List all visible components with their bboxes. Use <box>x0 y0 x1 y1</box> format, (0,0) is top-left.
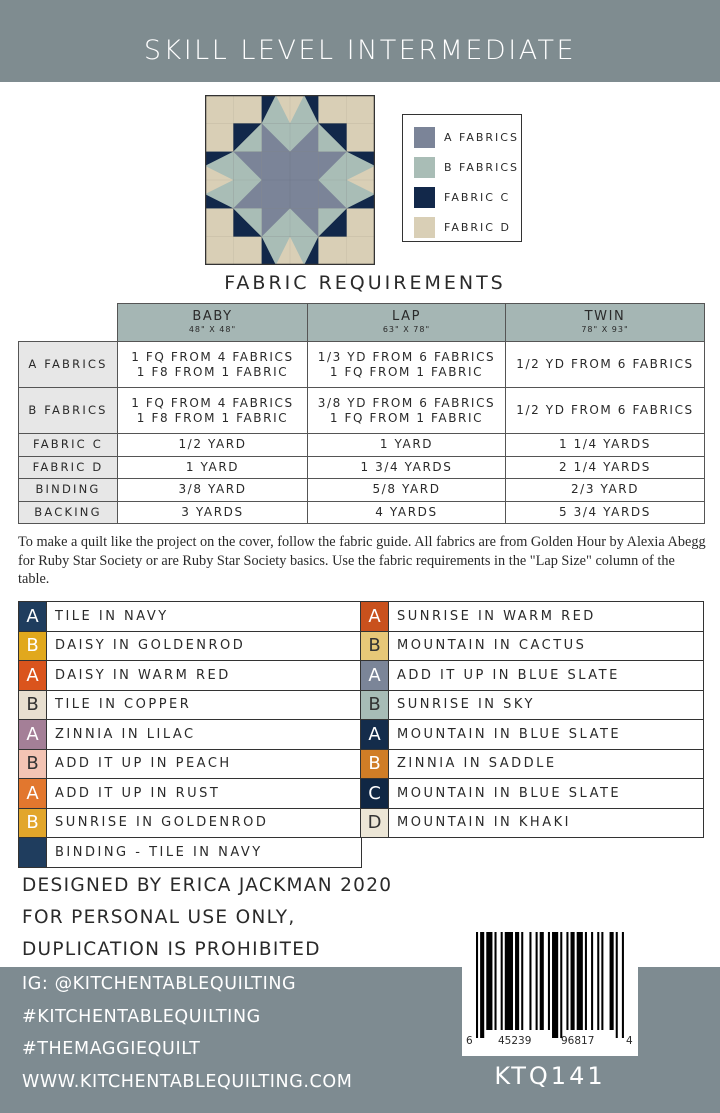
barcode-bar <box>529 932 531 1030</box>
cell-line: 1 YARD <box>379 437 434 452</box>
table-cell <box>308 456 506 479</box>
size-dimensions: 48" X 48" <box>188 324 237 334</box>
column-header-twin <box>506 304 705 342</box>
barcode-bar <box>566 932 568 1030</box>
row-label: BINDING <box>19 479 118 502</box>
barcode-bar <box>591 932 593 1030</box>
quilt-block-diagram <box>205 95 375 265</box>
legend-label: FABRIC C <box>444 190 511 204</box>
table-row <box>19 342 705 388</box>
fabric-list-item <box>19 661 361 691</box>
legend-item <box>414 152 521 182</box>
fabric-code: B <box>368 694 381 716</box>
fabric-name: ZINNIA IN LILAC <box>55 726 196 742</box>
barcode-bar <box>494 932 496 1030</box>
legend-label: A FABRICS <box>444 130 519 144</box>
cell-line: 2/3 YARD <box>570 482 640 497</box>
cell-line: 5/8 YARD <box>372 482 441 497</box>
fabric-list-item <box>19 750 361 780</box>
cell-line: 1 F8 FROM 1 FABRIC <box>136 410 289 425</box>
fabric-name: MOUNTAIN IN KHAKI <box>397 815 571 831</box>
table-cell <box>118 434 308 457</box>
table-cell <box>118 456 308 479</box>
table-cell <box>308 434 506 457</box>
table-cell <box>308 388 506 434</box>
legend-swatch <box>414 127 435 148</box>
fabric-code: A <box>26 664 39 686</box>
size-dimensions: 63" X 78" <box>382 324 431 334</box>
fabric-name: BINDING - TILE IN NAVY <box>55 844 263 860</box>
fabric-swatch <box>19 661 47 690</box>
legend-item <box>414 212 521 242</box>
fabric-legend <box>402 114 522 242</box>
barcode-bar <box>480 932 484 1038</box>
fabric-name: MOUNTAIN IN BLUE SLATE <box>397 785 622 801</box>
fabric-list-item <box>361 691 703 721</box>
barcode-bar <box>597 932 599 1030</box>
barcode-bar <box>571 932 575 1030</box>
fabric-list-item <box>19 691 361 721</box>
cell-line: 1/3 YD FROM 6 FABRICS <box>317 349 496 364</box>
cell-line: 1 3/4 YARDS <box>360 459 453 474</box>
legend-swatch <box>414 157 435 178</box>
cell-line: 3/8 YARD <box>178 482 247 497</box>
fabric-code: B <box>26 753 39 775</box>
legend-item <box>414 122 521 152</box>
fabric-name: SUNRISE IN SKY <box>397 697 535 713</box>
barcode-bar <box>501 932 503 1030</box>
cell-line: 1/2 YARD <box>178 437 247 452</box>
barcode-bar <box>505 932 513 1030</box>
fabric-name: ADD IT UP IN RUST <box>55 785 221 801</box>
fabric-name: TILE IN COPPER <box>55 697 192 713</box>
duplication-note: DUPLICATION IS PROHIBITED <box>22 939 321 960</box>
fabric-guide-paragraph: To make a quilt like the project on the cover, follow the fabric guide. All fabrics are from Golden Hour by Alexia Abegg for Ruby Star Society or are Ruby Star Society basics. Use the fabric requirements in the "Lap Size" column of the table. <box>18 534 706 587</box>
cell-line: 4 YARDS <box>375 504 438 519</box>
cell-line: 3 YARDS <box>181 504 244 519</box>
legend-label: B FABRICS <box>444 160 519 174</box>
table-cell <box>118 479 308 502</box>
size-dimensions: 78" X 93" <box>581 324 629 334</box>
fabric-code: A <box>26 782 39 804</box>
cell-line: 3/8 YD FROM 6 FABRICS <box>317 395 496 410</box>
barcode-bar <box>486 932 492 1030</box>
fabric-swatch <box>19 632 47 661</box>
fabric-swatch <box>361 691 389 720</box>
barcode-bar <box>536 932 538 1030</box>
barcode-bar <box>610 932 614 1030</box>
fabric-code: A <box>368 664 381 686</box>
barcode-bar <box>521 932 523 1030</box>
table-cell <box>308 479 506 502</box>
cell-line: 1 FQ FROM 4 FABRICS <box>131 349 294 364</box>
hashtag-kitchentablequilting: #KITCHENTABLEQUILTING <box>22 1007 261 1027</box>
barcode-bar <box>577 932 583 1030</box>
row-label: A FABRICS <box>19 342 118 388</box>
barcode-bar <box>515 932 519 1030</box>
column-header-baby <box>118 304 308 342</box>
fabric-swatch <box>361 720 389 749</box>
skill-level-header: SKILL LEVEL INTERMEDIATE <box>0 0 720 82</box>
cell-line: 5 3/4 YARDS <box>559 504 651 519</box>
fabric-name: DAISY IN GOLDENROD <box>55 638 246 654</box>
cell-line: 1 F8 FROM 1 FABRIC <box>136 364 289 379</box>
table-cell <box>118 388 308 434</box>
fabric-list-item <box>19 838 361 868</box>
fabric-swatch <box>19 750 47 779</box>
barcode-bar <box>622 932 624 1038</box>
cell-line: 1 FQ FROM 4 FABRICS <box>131 395 294 410</box>
barcode-bars <box>476 932 626 1044</box>
fabric-name: MOUNTAIN IN BLUE SLATE <box>397 726 622 742</box>
pattern-sku: KTQ141 <box>494 1062 606 1090</box>
fabric-swatch <box>361 779 389 808</box>
fabric-code: C <box>368 782 381 804</box>
barcode-bar <box>601 932 603 1030</box>
fabric-swatch <box>19 691 47 720</box>
fabric-list-item <box>19 632 361 662</box>
fabric-list-item <box>361 779 703 809</box>
fabric-list-left <box>18 601 362 868</box>
fabric-name: ZINNIA IN SADDLE <box>397 756 557 772</box>
fabric-list-item <box>19 720 361 750</box>
cell-line: 1 YARD <box>185 459 240 474</box>
fabric-code: B <box>26 635 39 657</box>
cell-line: 2 1/4 YARDS <box>559 459 651 474</box>
fabric-code: D <box>367 812 382 834</box>
table-cell <box>308 501 506 524</box>
fabric-list-item <box>361 602 703 632</box>
fabric-name: DAISY IN WARM RED <box>55 667 231 683</box>
table-cell <box>506 434 705 457</box>
fabric-code: A <box>26 723 39 745</box>
size-name: BABY <box>192 308 233 324</box>
fabric-swatch <box>361 750 389 779</box>
barcode-bar <box>548 932 550 1030</box>
size-name: LAP <box>391 308 422 324</box>
table-cell <box>506 388 705 434</box>
fabric-name: ADD IT UP IN BLUE SLATE <box>397 667 620 683</box>
fabric-swatch <box>19 838 47 867</box>
fabric-code: B <box>368 753 381 775</box>
fabric-swatch <box>19 720 47 749</box>
cell-line: 1 FQ FROM 1 FABRIC <box>329 364 484 379</box>
instagram-handle: IG: @KITCHENTABLEQUILTING <box>22 974 297 994</box>
fabric-swatch <box>19 809 47 838</box>
table-cell <box>506 501 705 524</box>
website-link[interactable]: WWW.KITCHENTABLEQUILTING.COM <box>22 1072 353 1092</box>
fabric-swatch <box>361 632 389 661</box>
fabric-name: SUNRISE IN WARM RED <box>397 608 596 624</box>
fabric-list-right <box>360 601 704 838</box>
table-cell <box>506 456 705 479</box>
table-row <box>19 479 705 502</box>
fabric-swatch <box>361 809 389 838</box>
fabric-code: A <box>368 723 381 745</box>
barcode-bar <box>616 932 618 1038</box>
fabric-list-item <box>361 720 703 750</box>
fabric-code: B <box>26 812 39 834</box>
fabric-name: MOUNTAIN IN CACTUS <box>397 638 587 654</box>
table-cell <box>118 342 308 388</box>
fabric-requirements-title: FABRIC REQUIREMENTS <box>224 272 506 294</box>
table-cell <box>308 342 506 388</box>
legend-item <box>414 182 521 212</box>
fabric-list-item <box>19 602 361 632</box>
cell-line: 1 FQ FROM 1 FABRIC <box>329 410 484 425</box>
fabric-swatch <box>361 602 389 631</box>
legend-swatch <box>414 187 435 208</box>
cell-line: 1 1/4 YARDS <box>559 437 651 452</box>
barcode-bar <box>476 932 478 1038</box>
barcode-digit-first: 6 <box>466 1035 473 1047</box>
fabric-list-item <box>361 809 703 839</box>
table-cell <box>506 479 705 502</box>
fabric-list-item <box>361 661 703 691</box>
table-cell <box>118 501 308 524</box>
fabric-list-item <box>19 779 361 809</box>
fabric-list-item <box>361 750 703 780</box>
barcode-bar <box>560 932 562 1038</box>
row-label: FABRIC C <box>19 434 118 457</box>
fabric-name: SUNRISE IN GOLDENROD <box>55 815 269 831</box>
barcode-digits-right: 96817 <box>561 1035 595 1047</box>
personal-use-note: FOR PERSONAL USE ONLY, <box>22 907 296 928</box>
table-row <box>19 434 705 457</box>
table-row <box>19 501 705 524</box>
row-label: FABRIC D <box>19 456 118 479</box>
fabric-requirements-table <box>18 303 705 524</box>
barcode-bar <box>540 932 544 1030</box>
cell-line: 1/2 YD FROM 6 FABRICS <box>516 357 694 371</box>
fabric-code: B <box>26 694 39 716</box>
fabric-code: A <box>26 605 39 627</box>
row-label: B FABRICS <box>19 388 118 434</box>
fabric-list-item <box>361 632 703 662</box>
fabric-name: ADD IT UP IN PEACH <box>55 756 232 772</box>
fabric-code: A <box>368 605 381 627</box>
legend-label: FABRIC D <box>444 220 511 234</box>
table-cell <box>506 342 705 388</box>
table-row <box>19 456 705 479</box>
barcode-digits-left: 45239 <box>498 1035 532 1047</box>
fabric-list-item <box>19 809 361 839</box>
legend-swatch <box>414 217 435 238</box>
cell-line: 1/2 YD FROM 6 FABRICS <box>516 403 694 417</box>
fabric-swatch <box>19 602 47 631</box>
fabric-swatch <box>19 779 47 808</box>
table-corner <box>19 304 118 342</box>
fabric-code: B <box>368 635 381 657</box>
table-row <box>19 388 705 434</box>
designer-note: DESIGNED BY ERICA JACKMAN 2020 <box>22 875 393 896</box>
barcode-digit-last: 4 <box>626 1035 633 1047</box>
hashtag-themaggiequilt: #THEMAGGIEQUILT <box>22 1039 201 1059</box>
fabric-swatch <box>361 661 389 690</box>
barcode-bar <box>552 932 558 1038</box>
row-label: BACKING <box>19 501 118 524</box>
barcode <box>462 932 638 1056</box>
barcode-bar <box>585 932 587 1030</box>
column-header-lap <box>308 304 506 342</box>
size-name: TWIN <box>584 308 626 324</box>
fabric-name: TILE IN NAVY <box>55 608 169 624</box>
